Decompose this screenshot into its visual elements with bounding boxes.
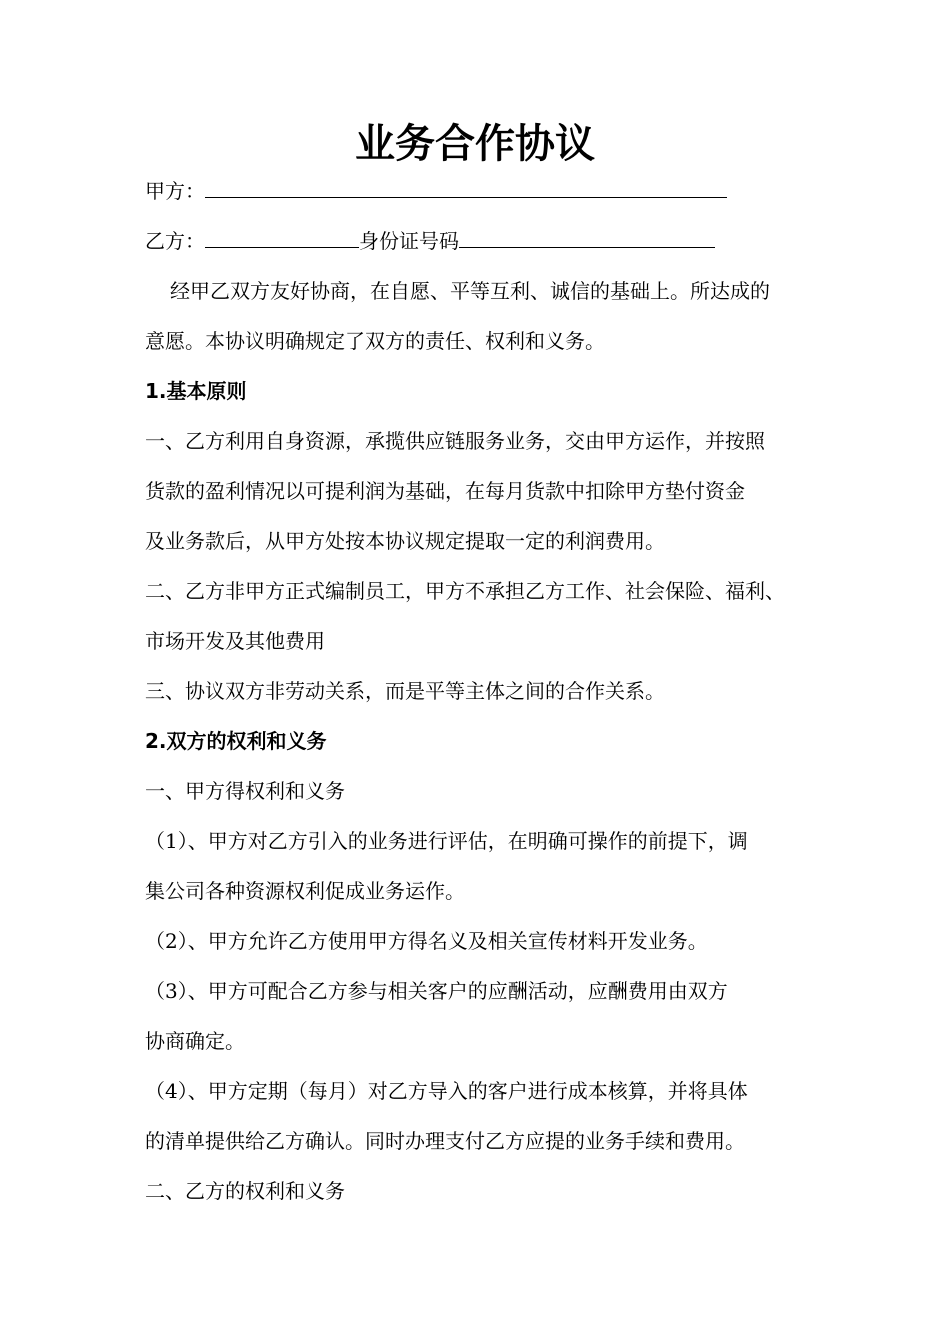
section1-line: 三、协议双方非劳动关系，而是平等主体之间的合作关系。 — [145, 679, 665, 703]
section1-heading: 1.基本原则 — [145, 379, 247, 403]
section1-line: 货款的盈利情况以可提利润为基础，在每月货款中扣除甲方垫付资金 — [145, 479, 745, 503]
section2-line: （1）、甲方对乙方引入的业务进行评估，在明确可操作的前提下，调 — [145, 829, 748, 853]
section2-line: 的清单提供给乙方确认。同时办理支付乙方应提的业务手续和费用。 — [145, 1129, 745, 1153]
section2-heading: 2.双方的权利和义务 — [145, 729, 327, 753]
party-b-label: 乙方： — [145, 229, 205, 253]
section1-line: 市场开发及其他费用 — [145, 629, 325, 653]
section1-line: 二、乙方非甲方正式编制员工，甲方不承担乙方工作、社会保险、福利、 — [145, 579, 785, 603]
section2-line: 集公司各种资源权利促成业务运作。 — [145, 879, 465, 903]
intro-line: 意愿。本协议明确规定了双方的责任、权利和义务。 — [145, 329, 605, 353]
section2-line: 二、乙方的权利和义务 — [145, 1179, 345, 1203]
id-label: 身份证号码 — [359, 229, 459, 253]
party-b-blank — [205, 227, 359, 248]
section1-line: 及业务款后，从甲方处按本协议规定提取一定的利润费用。 — [145, 529, 665, 553]
party-a-row — [145, 176, 835, 206]
intro-line: 经甲乙双方友好协商，在自愿、平等互利、诚信的基础上。所达成的 — [170, 279, 770, 303]
section2-line: 协商确定。 — [145, 1029, 245, 1053]
party-a-blank — [205, 177, 727, 198]
party-a-label: 甲方： — [145, 179, 205, 203]
document-title: 业务合作协议 — [355, 121, 595, 167]
section2-line: （2）、甲方允许乙方使用甲方得名义及相关宣传材料开发业务。 — [145, 929, 708, 953]
section1-line: 一、乙方利用自身资源，承揽供应链服务业务，交由甲方运作，并按照 — [145, 429, 765, 453]
section2-line: （4）、甲方定期（每月）对乙方导入的客户进行成本核算，并将具体 — [145, 1079, 748, 1103]
id-blank — [459, 227, 715, 248]
party-b-row — [145, 226, 835, 256]
section2-line: 一、甲方得权利和义务 — [145, 779, 345, 803]
section2-line: （3）、甲方可配合乙方参与相关客户的应酬活动，应酬费用由双方 — [145, 979, 728, 1003]
